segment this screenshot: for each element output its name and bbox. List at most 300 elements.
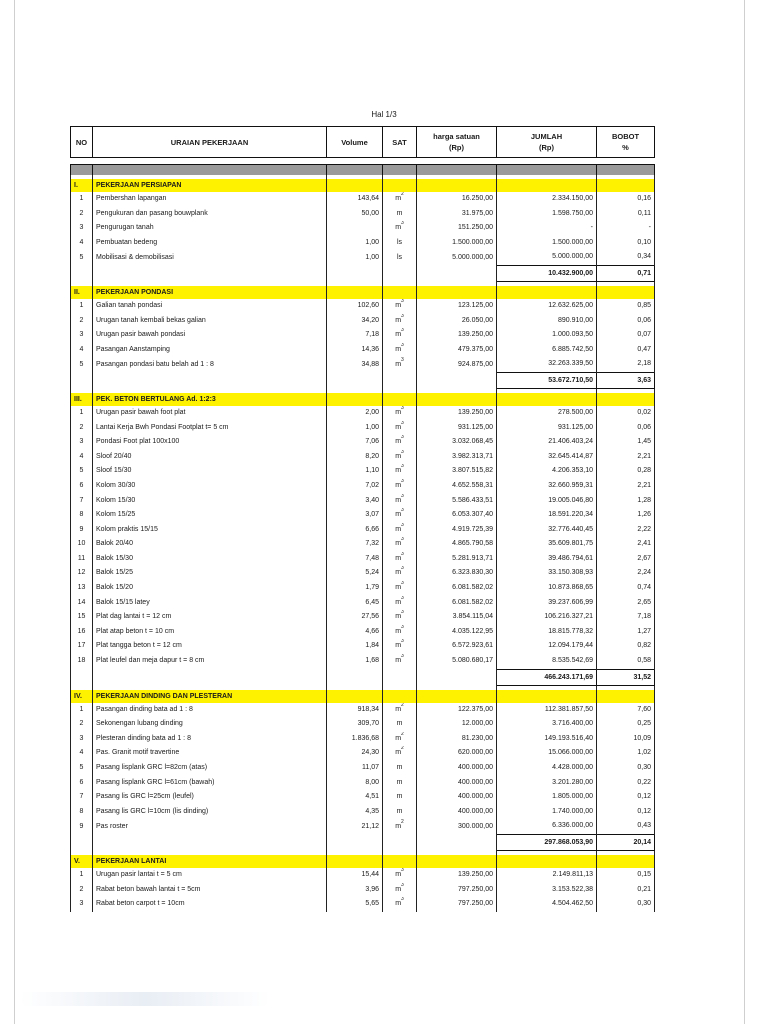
item-unit-price: 620.000,00 bbox=[417, 746, 497, 761]
item-total: 3.153.522,38 bbox=[497, 883, 597, 898]
page-number: Hal 1/3 bbox=[371, 110, 397, 119]
table-row bbox=[71, 581, 655, 596]
grey-band bbox=[71, 165, 655, 176]
item-number: 4 bbox=[71, 450, 93, 465]
item-number: 3 bbox=[71, 732, 93, 747]
item-volume: 34,88 bbox=[327, 357, 383, 372]
section-cell bbox=[327, 855, 383, 868]
table-row bbox=[71, 494, 655, 509]
section-cell bbox=[383, 179, 417, 192]
unit-text: m bbox=[395, 481, 402, 489]
item-weight: 2,41 bbox=[597, 537, 655, 552]
item-volume: 21,12 bbox=[327, 819, 383, 834]
item-total: 39.486.794,61 bbox=[497, 552, 597, 567]
item-total: 21.406.403,24 bbox=[497, 435, 597, 450]
item-unit bbox=[383, 596, 417, 611]
item-unit bbox=[383, 508, 417, 523]
item-weight: 0,21 bbox=[597, 883, 655, 898]
item-total: 39.237.606,99 bbox=[497, 596, 597, 611]
table-row bbox=[71, 746, 655, 761]
unit-exponent: 2 bbox=[401, 819, 404, 825]
item-total: 106.216.327,21 bbox=[497, 610, 597, 625]
item-unit-price: 6.081.582,02 bbox=[417, 581, 497, 596]
item-weight: 2,24 bbox=[597, 566, 655, 581]
item-total: 8.535.542,69 bbox=[497, 654, 597, 669]
col-harga-line2: (Rp) bbox=[449, 143, 464, 152]
item-weight: 1,28 bbox=[597, 494, 655, 509]
unit-exponent: 3 bbox=[401, 639, 404, 645]
item-description: Pasang lis GRC l=10cm (lis dinding) bbox=[93, 805, 327, 820]
item-weight: 2,18 bbox=[597, 357, 655, 372]
item-description: Balok 15/15 latey bbox=[93, 596, 327, 611]
unit-exponent: 3 bbox=[401, 449, 404, 455]
subtotal-blank bbox=[417, 372, 497, 388]
section-cell bbox=[597, 690, 655, 703]
item-number: 9 bbox=[71, 819, 93, 834]
unit-exponent: 3 bbox=[401, 610, 404, 616]
subtotal-blank bbox=[383, 265, 417, 281]
item-weight: 0,06 bbox=[597, 421, 655, 436]
item-volume: 8,20 bbox=[327, 450, 383, 465]
item-total: 1.805.000,00 bbox=[497, 790, 597, 805]
section-cell bbox=[497, 690, 597, 703]
item-unit-price: 5.586.433,51 bbox=[417, 494, 497, 509]
item-unit-price: 5.281.913,71 bbox=[417, 552, 497, 567]
col-no: NO bbox=[71, 127, 93, 158]
item-number: 2 bbox=[71, 207, 93, 222]
item-unit-price: 26.050,00 bbox=[417, 314, 497, 329]
item-total: 12.094.179,44 bbox=[497, 639, 597, 654]
item-unit-price: 4.035.122,95 bbox=[417, 625, 497, 640]
unit-text: ls bbox=[396, 253, 403, 261]
item-number: 16 bbox=[71, 625, 93, 640]
item-unit bbox=[383, 207, 417, 222]
col-uraian: URAIAN PEKERJAAN bbox=[93, 127, 327, 158]
item-unit bbox=[383, 552, 417, 567]
table-row bbox=[71, 819, 655, 834]
item-weight: 0,06 bbox=[597, 314, 655, 329]
item-weight: 2,65 bbox=[597, 596, 655, 611]
item-description: Pasangan pondasi batu belah ad 1 : 8 bbox=[93, 357, 327, 372]
item-weight: 10,09 bbox=[597, 732, 655, 747]
item-volume: 1,79 bbox=[327, 581, 383, 596]
item-weight: 2,21 bbox=[597, 450, 655, 465]
item-total: 10.873.868,65 bbox=[497, 581, 597, 596]
unit-exponent: 3 bbox=[401, 654, 404, 660]
item-volume: 6,45 bbox=[327, 596, 383, 611]
unit-text: m bbox=[395, 657, 402, 665]
section-header-row bbox=[71, 393, 655, 406]
subtotal-blank bbox=[71, 669, 93, 685]
item-description: Urugan pasir bawah foot plat bbox=[93, 406, 327, 421]
item-unit-price: 4.919.725,39 bbox=[417, 523, 497, 538]
item-unit-price: 1.500.000,00 bbox=[417, 236, 497, 251]
item-total: 890.910,00 bbox=[497, 314, 597, 329]
unit-text: m bbox=[395, 705, 402, 713]
unit-text: m bbox=[395, 331, 402, 339]
item-unit bbox=[383, 761, 417, 776]
item-number: 1 bbox=[71, 299, 93, 314]
item-description: Sloof 20/40 bbox=[93, 450, 327, 465]
item-unit-price: 5.000.000,00 bbox=[417, 250, 497, 265]
item-number: 1 bbox=[71, 703, 93, 718]
subtotal-amount: 297.868.053,90 bbox=[497, 834, 597, 850]
item-weight: 2,22 bbox=[597, 523, 655, 538]
item-weight: 1,26 bbox=[597, 508, 655, 523]
table-row bbox=[71, 299, 655, 314]
item-number: 5 bbox=[71, 464, 93, 479]
item-total: 3.716.400,00 bbox=[497, 717, 597, 732]
item-unit bbox=[383, 776, 417, 791]
item-total: 19.005.046,80 bbox=[497, 494, 597, 509]
section-cell bbox=[327, 179, 383, 192]
col-harga-line1: harga satuan bbox=[433, 132, 480, 141]
item-weight: 0,22 bbox=[597, 776, 655, 791]
item-number: 3 bbox=[71, 897, 93, 912]
item-unit-price: 5.080.680,17 bbox=[417, 654, 497, 669]
subtotal-row bbox=[71, 265, 655, 281]
subtotal-blank bbox=[327, 834, 383, 850]
col-jumlah-line1: JUMLAH bbox=[530, 132, 563, 141]
table-row bbox=[71, 192, 655, 207]
item-volume: 11,07 bbox=[327, 761, 383, 776]
item-volume: 4,66 bbox=[327, 625, 383, 640]
item-description: Urugan pasir bawah pondasi bbox=[93, 328, 327, 343]
item-unit-price: 797.250,00 bbox=[417, 883, 497, 898]
item-weight: 0,07 bbox=[597, 328, 655, 343]
subtotal-blank bbox=[383, 372, 417, 388]
item-unit-price: 139.250,00 bbox=[417, 406, 497, 421]
table-row bbox=[71, 406, 655, 421]
section-title: PEKERJAAN PONDASI bbox=[93, 286, 327, 299]
section-cell bbox=[497, 855, 597, 868]
subtotal-blank bbox=[327, 669, 383, 685]
item-unit-price: 400.000,00 bbox=[417, 805, 497, 820]
unit-exponent: 3 bbox=[401, 357, 404, 363]
unit-text: m bbox=[395, 554, 402, 562]
item-volume: 27,56 bbox=[327, 610, 383, 625]
item-total: 6.885.742,50 bbox=[497, 343, 597, 358]
table-row bbox=[71, 703, 655, 718]
item-description: Balok 15/30 bbox=[93, 552, 327, 567]
item-description: Pasang lis GRC l=25cm (leufel) bbox=[93, 790, 327, 805]
item-description: Plat tangga beton t = 12 cm bbox=[93, 639, 327, 654]
unit-exponent: 3 bbox=[401, 493, 404, 499]
subtotal-blank bbox=[93, 265, 327, 281]
unit-text: m bbox=[396, 209, 403, 217]
unit-text: m bbox=[395, 598, 402, 606]
item-unit-price: 31.975,00 bbox=[417, 207, 497, 222]
item-weight: 0,25 bbox=[597, 717, 655, 732]
item-number: 14 bbox=[71, 596, 93, 611]
item-unit bbox=[383, 421, 417, 436]
subtotal-blank bbox=[71, 372, 93, 388]
item-volume: 1,00 bbox=[327, 250, 383, 265]
section-cell bbox=[597, 855, 655, 868]
item-volume: 102,60 bbox=[327, 299, 383, 314]
subtotal-amount: 466.243.171,69 bbox=[497, 669, 597, 685]
unit-exponent: 3 bbox=[401, 405, 404, 411]
item-volume: 34,20 bbox=[327, 314, 383, 329]
section-header-row bbox=[71, 855, 655, 868]
col-bobot-line2: % bbox=[622, 143, 629, 152]
table-body bbox=[71, 175, 655, 912]
section-cell bbox=[327, 690, 383, 703]
table-row bbox=[71, 207, 655, 222]
section-title: PEKERJAAN DINDING DAN PLESTERAN bbox=[93, 690, 327, 703]
unit-text: m bbox=[395, 345, 402, 353]
item-number: 4 bbox=[71, 343, 93, 358]
item-total: 4.206.353,10 bbox=[497, 464, 597, 479]
subtotal-blank bbox=[417, 834, 497, 850]
section-cell bbox=[597, 393, 655, 406]
table-row bbox=[71, 790, 655, 805]
item-unit bbox=[383, 406, 417, 421]
unit-exponent: 3 bbox=[401, 464, 404, 470]
item-number: 4 bbox=[71, 746, 93, 761]
item-unit bbox=[383, 790, 417, 805]
section-cell bbox=[597, 286, 655, 299]
item-volume: 1,68 bbox=[327, 654, 383, 669]
section-cell bbox=[383, 855, 417, 868]
item-unit bbox=[383, 357, 417, 372]
unit-text: m bbox=[395, 642, 402, 650]
item-unit bbox=[383, 703, 417, 718]
item-unit-price: 6.572.923,61 bbox=[417, 639, 497, 654]
item-volume: 5,65 bbox=[327, 897, 383, 912]
unit-exponent: 3 bbox=[401, 867, 404, 873]
section-number: III. bbox=[71, 393, 93, 406]
item-total: 112.381.857,50 bbox=[497, 703, 597, 718]
subtotal-weight: 31,52 bbox=[597, 669, 655, 685]
unit-text: m bbox=[395, 540, 402, 548]
section-number: IV. bbox=[71, 690, 93, 703]
item-description: Pengukuran dan pasang bouwplank bbox=[93, 207, 327, 222]
col-bobot bbox=[597, 127, 655, 158]
section-cell bbox=[497, 286, 597, 299]
subtotal-blank bbox=[93, 372, 327, 388]
col-jumlah bbox=[497, 127, 597, 158]
item-number: 7 bbox=[71, 790, 93, 805]
item-number: 11 bbox=[71, 552, 93, 567]
item-number: 10 bbox=[71, 537, 93, 552]
section-cell bbox=[417, 286, 497, 299]
item-volume: 143,64 bbox=[327, 192, 383, 207]
item-unit-price: 16.250,00 bbox=[417, 192, 497, 207]
col-sat: SAT bbox=[383, 127, 417, 158]
item-number: 5 bbox=[71, 761, 93, 776]
item-number: 7 bbox=[71, 494, 93, 509]
unit-text: m bbox=[395, 822, 402, 830]
item-description: Kolom 15/30 bbox=[93, 494, 327, 509]
item-total: 2.149.811,13 bbox=[497, 868, 597, 883]
item-number: 6 bbox=[71, 776, 93, 791]
unit-exponent: 3 bbox=[401, 537, 404, 543]
item-weight: 0,16 bbox=[597, 192, 655, 207]
section-cell bbox=[417, 690, 497, 703]
item-total: 278.500,00 bbox=[497, 406, 597, 421]
item-weight: 0,43 bbox=[597, 819, 655, 834]
item-number: 2 bbox=[71, 883, 93, 898]
table-row bbox=[71, 883, 655, 898]
unit-exponent: 2 bbox=[401, 702, 404, 708]
item-description: Plat dag lantai t = 12 cm bbox=[93, 610, 327, 625]
unit-exponent: 3 bbox=[401, 624, 404, 630]
subtotal-blank bbox=[93, 834, 327, 850]
item-weight: 0,28 bbox=[597, 464, 655, 479]
item-number: 2 bbox=[71, 421, 93, 436]
item-description: Plat atap beton t = 10 cm bbox=[93, 625, 327, 640]
item-volume: 918,34 bbox=[327, 703, 383, 718]
item-total: 32.645.414,87 bbox=[497, 450, 597, 465]
item-weight: 1,45 bbox=[597, 435, 655, 450]
item-total: 18.815.778,32 bbox=[497, 625, 597, 640]
item-unit-price: 931.125,00 bbox=[417, 421, 497, 436]
unit-text: m bbox=[395, 885, 402, 893]
item-unit bbox=[383, 897, 417, 912]
item-unit-price: 139.250,00 bbox=[417, 328, 497, 343]
item-volume: 1.836,68 bbox=[327, 732, 383, 747]
item-unit bbox=[383, 732, 417, 747]
unit-text: m bbox=[395, 224, 402, 232]
item-volume: 3,07 bbox=[327, 508, 383, 523]
unit-exponent: 2 bbox=[401, 746, 404, 752]
subtotal-blank bbox=[71, 834, 93, 850]
item-total: 3.201.280,00 bbox=[497, 776, 597, 791]
section-cell bbox=[327, 393, 383, 406]
item-total: 18.591.220,34 bbox=[497, 508, 597, 523]
subtotal-blank bbox=[383, 669, 417, 685]
item-unit-price: 300.000,00 bbox=[417, 819, 497, 834]
col-jumlah-line2: (Rp) bbox=[539, 143, 554, 152]
item-total: 12.632.625,00 bbox=[497, 299, 597, 314]
item-volume: 50,00 bbox=[327, 207, 383, 222]
item-number: 2 bbox=[71, 717, 93, 732]
item-unit-price: 479.375,00 bbox=[417, 343, 497, 358]
item-unit bbox=[383, 654, 417, 669]
unit-exponent: 3 bbox=[401, 298, 404, 304]
item-description: Mobilisasi & demobilisasi bbox=[93, 250, 327, 265]
subtotal-blank bbox=[71, 265, 93, 281]
section-cell bbox=[383, 393, 417, 406]
item-description: Galian tanah pondasi bbox=[93, 299, 327, 314]
item-number: 1 bbox=[71, 868, 93, 883]
section-header-row bbox=[71, 286, 655, 299]
unit-exponent: 3 bbox=[401, 313, 404, 319]
item-description: Rabat beton carpot t = 10cm bbox=[93, 897, 327, 912]
unit-exponent: 3 bbox=[401, 478, 404, 484]
table-row bbox=[71, 717, 655, 732]
unit-text: ls bbox=[396, 238, 403, 246]
item-number: 13 bbox=[71, 581, 93, 596]
subtotal-weight: 20,14 bbox=[597, 834, 655, 850]
unit-text: m bbox=[395, 467, 402, 475]
section-cell bbox=[417, 179, 497, 192]
unit-exponent: 3 bbox=[401, 595, 404, 601]
item-volume: 5,24 bbox=[327, 566, 383, 581]
item-unit bbox=[383, 250, 417, 265]
unit-exponent: 3 bbox=[401, 566, 404, 572]
section-cell bbox=[597, 179, 655, 192]
unit-text: m bbox=[395, 511, 402, 519]
table-row bbox=[71, 654, 655, 669]
section-cell bbox=[383, 690, 417, 703]
table-row bbox=[71, 897, 655, 912]
item-unit-price: 924.875,00 bbox=[417, 357, 497, 372]
table-row bbox=[71, 328, 655, 343]
item-unit bbox=[383, 639, 417, 654]
item-description: Pasang lisplank GRC l=61cm (bawah) bbox=[93, 776, 327, 791]
unit-text: m bbox=[395, 627, 402, 635]
table-row bbox=[71, 250, 655, 265]
section-cell bbox=[497, 393, 597, 406]
item-total: 15.066.000,00 bbox=[497, 746, 597, 761]
section-number: V. bbox=[71, 855, 93, 868]
item-number: 8 bbox=[71, 508, 93, 523]
item-unit-price: 400.000,00 bbox=[417, 790, 497, 805]
table-row bbox=[71, 435, 655, 450]
item-description: Pengurugan tanah bbox=[93, 221, 327, 236]
item-description: Plat leufel dan meja dapur t = 8 cm bbox=[93, 654, 327, 669]
unit-text: m bbox=[396, 764, 403, 771]
subtotal-blank bbox=[417, 669, 497, 685]
item-weight: 0,10 bbox=[597, 236, 655, 251]
table-row bbox=[71, 314, 655, 329]
unit-exponent: 3 bbox=[401, 221, 404, 227]
subtotal-amount: 10.432.900,00 bbox=[497, 265, 597, 281]
item-unit bbox=[383, 717, 417, 732]
unit-text: m bbox=[395, 301, 402, 309]
table-row bbox=[71, 625, 655, 640]
item-weight: 0,82 bbox=[597, 639, 655, 654]
item-unit bbox=[383, 523, 417, 538]
item-weight: 0,74 bbox=[597, 581, 655, 596]
item-unit-price: 3.854.115,04 bbox=[417, 610, 497, 625]
unit-text: m bbox=[395, 316, 402, 324]
item-volume: 7,48 bbox=[327, 552, 383, 567]
item-volume: 1,10 bbox=[327, 464, 383, 479]
item-unit-price: 3.032.068,45 bbox=[417, 435, 497, 450]
item-weight: - bbox=[597, 221, 655, 236]
unit-exponent: 3 bbox=[401, 522, 404, 528]
section-cell bbox=[327, 286, 383, 299]
scan-smear bbox=[20, 992, 270, 1006]
item-unit bbox=[383, 805, 417, 820]
item-volume: 1,00 bbox=[327, 236, 383, 251]
unit-exponent: 3 bbox=[401, 342, 404, 348]
item-unit bbox=[383, 450, 417, 465]
item-total: 5.000.000,00 bbox=[497, 250, 597, 265]
item-weight: 0,30 bbox=[597, 897, 655, 912]
item-number: 17 bbox=[71, 639, 93, 654]
item-total: 6.336.000,00 bbox=[497, 819, 597, 834]
unit-text: m bbox=[395, 496, 402, 504]
unit-exponent: 3 bbox=[401, 420, 404, 426]
item-weight: 2,67 bbox=[597, 552, 655, 567]
unit-text: m bbox=[395, 438, 402, 446]
subtotal-row bbox=[71, 372, 655, 388]
item-unit bbox=[383, 537, 417, 552]
unit-exponent: 3 bbox=[401, 508, 404, 514]
table-header bbox=[71, 127, 655, 158]
table-row bbox=[71, 552, 655, 567]
table-row bbox=[71, 236, 655, 251]
subtotal-blank bbox=[417, 265, 497, 281]
item-total: 32.660.959,31 bbox=[497, 479, 597, 494]
subtotal-weight: 3,63 bbox=[597, 372, 655, 388]
item-weight: 0,11 bbox=[597, 207, 655, 222]
item-unit bbox=[383, 192, 417, 207]
